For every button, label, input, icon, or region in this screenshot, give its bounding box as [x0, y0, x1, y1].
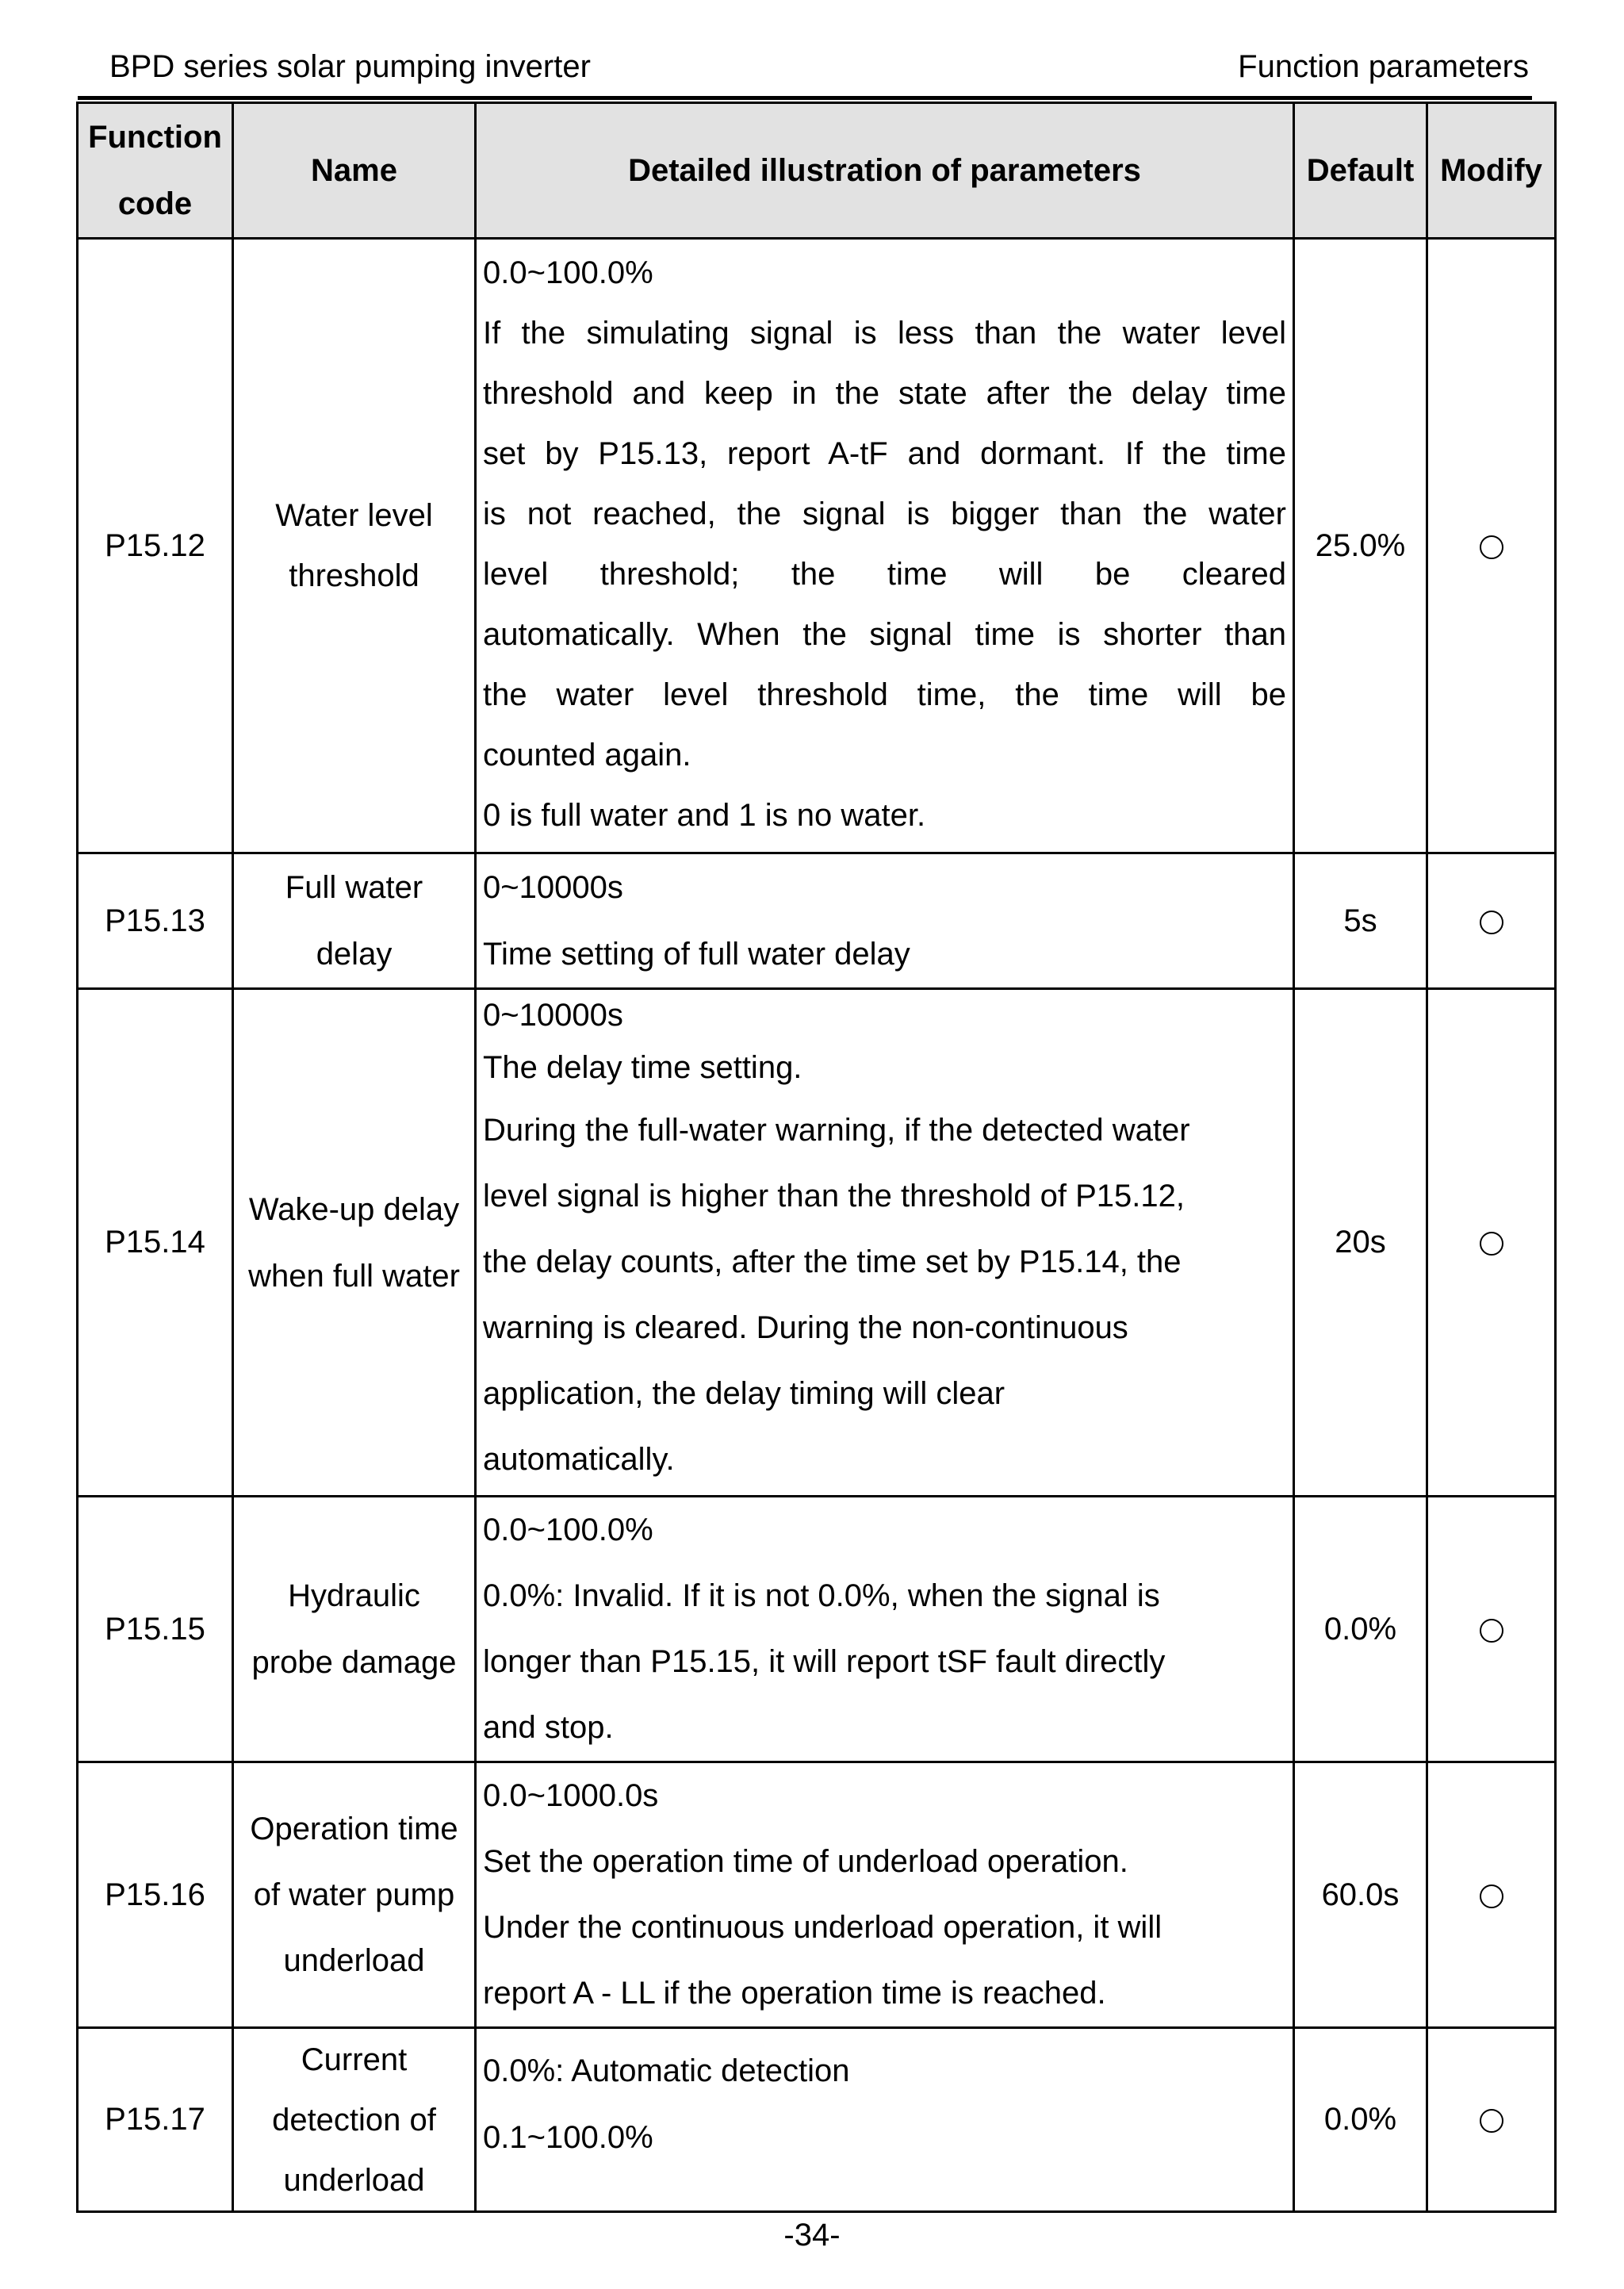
- description-line: 0.0%: Automatic detection: [483, 2053, 850, 2088]
- parameter-name: [233, 853, 476, 989]
- parameter-name-line: probe damage: [251, 1645, 457, 1680]
- parameter-name: [233, 239, 476, 853]
- table-row: [78, 1762, 1556, 2028]
- column-header-desc: Detailed illustration of parameters: [476, 103, 1294, 239]
- description-line: 0.0~100.0%: [483, 255, 653, 290]
- header-title: BPD series solar pumping inverter: [109, 49, 591, 84]
- parameter-description: [476, 853, 1294, 989]
- parameter-name-line: underload: [283, 1942, 425, 1978]
- parameter-description: [476, 239, 1294, 853]
- description-line: and stop.: [483, 1710, 614, 1745]
- column-header-default: Default: [1294, 103, 1427, 239]
- parameter-name-line: detection of: [272, 2102, 436, 2138]
- default-value: 20s: [1294, 989, 1427, 1497]
- function-code: P15.17: [78, 2028, 233, 2212]
- modify-cell: [1427, 239, 1556, 853]
- parameter-name-line: Hydraulic: [288, 1578, 420, 1613]
- description-line: is not reached, the signal is bigger than the water: [483, 497, 1286, 531]
- parameter-name: [233, 1497, 476, 1762]
- table-row: [78, 2028, 1556, 2212]
- description-line: 0~10000s: [483, 997, 623, 1033]
- default-value: 25.0%: [1294, 239, 1427, 853]
- description-line: 0.0~1000.0s: [483, 1778, 659, 1813]
- parameter-description: [476, 1497, 1294, 1762]
- modifiable-circle-icon: [1480, 1619, 1503, 1643]
- description-line: level threshold; the time will be cleared: [483, 557, 1286, 592]
- table-row: [78, 239, 1556, 853]
- parameter-name: [233, 1762, 476, 2028]
- description-line: set by P15.13, report A-tF and dormant. If the time: [483, 436, 1286, 471]
- parameter-name-line: of water pump: [253, 1877, 455, 1912]
- description-line: Set the operation time of underload operation.: [483, 1844, 1128, 1879]
- parameter-name-line: Current: [301, 2042, 408, 2077]
- modify-cell: [1427, 853, 1556, 989]
- description-line: report A - LL if the operation time is reached.: [483, 1976, 1106, 2011]
- modify-cell: [1427, 2028, 1556, 2212]
- description-line: level signal is higher than the threshold of P15.12,: [483, 1178, 1185, 1214]
- description-line: automatically.: [483, 1441, 675, 1477]
- column-header-name: Name: [233, 103, 476, 239]
- description-line: threshold and keep in the state after the delay time: [483, 376, 1286, 411]
- description-line: the water level threshold time, the time will be: [483, 677, 1286, 712]
- parameter-name-line: when full water: [248, 1258, 460, 1294]
- parameter-name-line: Water level: [275, 498, 433, 533]
- parameter-table: [76, 102, 1557, 2213]
- modify-cell: [1427, 1762, 1556, 2028]
- modifiable-circle-icon: [1480, 2109, 1503, 2133]
- modify-cell: [1427, 1497, 1556, 1762]
- parameter-name: [233, 2028, 476, 2212]
- description-line: automatically. When the signal time is shorter than: [483, 617, 1286, 652]
- modifiable-circle-icon: [1480, 1884, 1503, 1908]
- description-line: 0.0%: Invalid. If it is not 0.0%, when the signal is: [483, 1578, 1160, 1613]
- description-line: During the full-water warning, if the detected water: [483, 1112, 1190, 1148]
- default-value: 0.0%: [1294, 1497, 1427, 1762]
- description-line: 0.1~100.0%: [483, 2119, 653, 2155]
- function-code: P15.15: [78, 1497, 233, 1762]
- parameter-description: [476, 989, 1294, 1497]
- description-line: warning is cleared. During the non-continuous: [483, 1309, 1128, 1345]
- description-line: Time setting of full water delay: [483, 937, 910, 972]
- table-row: [78, 989, 1556, 1497]
- column-header-code-line1: Function: [88, 120, 222, 155]
- description-line: The delay time setting.: [483, 1049, 802, 1085]
- parameter-name-line: delay: [316, 937, 393, 972]
- parameter-description: [476, 1762, 1294, 2028]
- header-divider: [78, 96, 1532, 100]
- description-line: application, the delay timing will clear: [483, 1375, 1005, 1411]
- function-code: P15.14: [78, 989, 233, 1497]
- description-line: counted again.: [483, 738, 691, 773]
- modifiable-circle-icon: [1480, 1232, 1503, 1256]
- column-header-code-line2: code: [117, 186, 193, 221]
- function-code: P15.16: [78, 1762, 233, 2028]
- description-line: If the simulating signal is less than the water level: [483, 316, 1286, 351]
- description-line: Under the continuous underload operation, it will: [483, 1910, 1162, 1945]
- parameter-name-line: Wake-up delay: [248, 1191, 460, 1227]
- description-line: 0~10000s: [483, 870, 623, 905]
- modify-cell: [1427, 989, 1556, 1497]
- table-header-row: [78, 103, 1556, 239]
- modifiable-circle-icon: [1480, 535, 1503, 559]
- table-row: [78, 853, 1556, 989]
- modifiable-circle-icon: [1480, 911, 1503, 934]
- description-line: 0 is full water and 1 is no water.: [483, 798, 926, 833]
- header-section: Function parameters: [1238, 49, 1529, 84]
- function-code: P15.12: [78, 239, 233, 853]
- default-value: 60.0s: [1294, 1762, 1427, 2028]
- default-value: 5s: [1294, 853, 1427, 989]
- parameter-description: [476, 2028, 1294, 2212]
- parameter-name-line: Full water: [285, 870, 423, 905]
- parameter-name: [233, 989, 476, 1497]
- parameter-name-line: threshold: [289, 558, 419, 593]
- description-line: the delay counts, after the time set by P15.14, the: [483, 1244, 1182, 1279]
- column-header-code: [78, 103, 233, 239]
- parameter-name-line: Operation time: [250, 1811, 458, 1846]
- table-row: [78, 1497, 1556, 1762]
- page-number: -34-: [783, 2218, 841, 2253]
- description-line: 0.0~100.0%: [483, 1513, 653, 1547]
- parameter-name-line: underload: [283, 2162, 425, 2198]
- default-value: 0.0%: [1294, 2028, 1427, 2212]
- description-line: longer than P15.15, it will report tSF fault directly: [483, 1644, 1166, 1679]
- page-header: [109, 49, 1529, 94]
- function-code: P15.13: [78, 853, 233, 989]
- column-header-modify: Modify: [1427, 103, 1556, 239]
